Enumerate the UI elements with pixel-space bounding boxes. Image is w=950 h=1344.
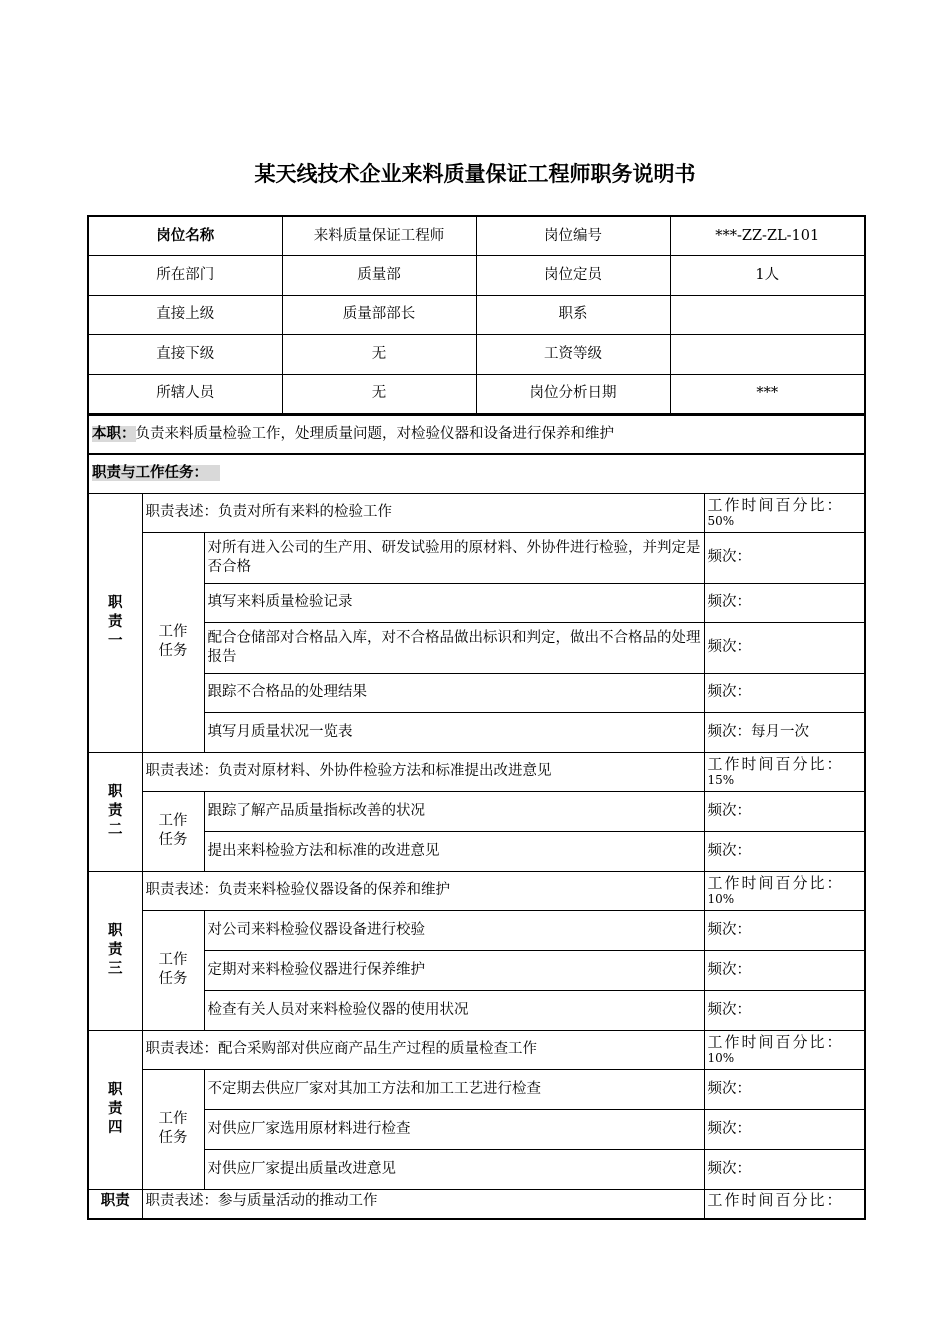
info-row xyxy=(88,374,865,414)
task-label-line: 工作 xyxy=(158,952,188,968)
duty-name-char: 责 xyxy=(108,942,123,958)
task-text: 对公司来料检验仪器设备进行校验 xyxy=(204,910,704,950)
task-row xyxy=(88,1149,865,1189)
task-label-line: 任务 xyxy=(158,971,188,987)
field-label: 工资等级 xyxy=(476,335,670,375)
duty-desc-row xyxy=(88,493,865,532)
task-label-line: 工作 xyxy=(158,624,188,640)
pct-value: 10% xyxy=(707,892,735,906)
task-row xyxy=(88,583,865,622)
task-label-line: 任务 xyxy=(158,643,188,659)
task-freq: 频次： xyxy=(704,583,865,622)
field-label: 岗位分析日期 xyxy=(476,374,670,414)
task-text: 定期对来料检验仪器进行保养维护 xyxy=(204,950,704,990)
info-row xyxy=(88,295,865,335)
task-row xyxy=(88,532,865,583)
task-text: 不定期去供应厂家对其加工方法和加工工艺进行检查 xyxy=(204,1069,704,1109)
duty-name-char: 职 xyxy=(108,1082,123,1098)
duty-pct-cell xyxy=(704,1030,865,1069)
duty-name-char: 三 xyxy=(108,961,123,977)
task-row xyxy=(88,712,865,752)
task-row xyxy=(88,791,865,831)
task-label-line: 任务 xyxy=(158,1130,188,1146)
document-title: 某天线技术企业来料质量保证工程师职务说明书 xyxy=(254,162,696,186)
field-value: 1人 xyxy=(670,256,865,296)
duty-desc: 职责表述：负责对原材料、外协件检验方法和标准提出改进意见 xyxy=(142,752,704,791)
job-description-form xyxy=(87,215,864,1220)
info-row xyxy=(88,335,865,375)
field-label: 岗位编号 xyxy=(476,216,670,256)
info-row xyxy=(88,256,865,296)
duty-name-char: 职 xyxy=(108,923,123,939)
task-text: 配合仓储部对合格品入库，对不合格品做出标识和判定，做出不合格品的处理报告 xyxy=(204,622,704,673)
duties-header-row xyxy=(88,454,865,493)
duty-name-char: 一 xyxy=(108,633,123,649)
pct-value: 15% xyxy=(707,773,735,787)
field-label: 岗位名称 xyxy=(88,216,282,256)
pct-label: 工作时间百分比： xyxy=(707,1190,844,1209)
task-row xyxy=(88,950,865,990)
field-label: 岗位定员 xyxy=(476,256,670,296)
duty-name xyxy=(88,871,142,1030)
task-text: 对所有进入公司的生产用、研发试验用的原材料、外协件进行检验，并判定是否合格 xyxy=(204,532,704,583)
duty-name xyxy=(88,493,142,752)
field-value: *** xyxy=(670,374,865,414)
duty-pct-cell xyxy=(704,752,865,791)
task-text: 跟踪了解产品质量指标改善的状况 xyxy=(204,791,704,831)
main-duty-text: 负责来料质量检验工作，处理质量问题，对检验仪器和设备进行保养和维护 xyxy=(135,425,614,442)
field-value: 来料质量保证工程师 xyxy=(282,216,476,256)
duty-desc: 职责表述：配合采购部对供应商产品生产过程的质量检查工作 xyxy=(142,1030,704,1069)
task-label xyxy=(142,532,204,752)
field-value xyxy=(670,335,865,375)
duty-pct-cell xyxy=(704,1189,865,1219)
duty-name-char: 责 xyxy=(108,803,123,819)
task-row xyxy=(88,673,865,712)
duty-desc-row xyxy=(88,1189,865,1219)
field-value xyxy=(670,295,865,335)
field-value: 质量部部长 xyxy=(282,295,476,335)
field-label: 直接下级 xyxy=(88,335,282,375)
duty-name-char: 责 xyxy=(108,614,123,630)
task-label xyxy=(142,791,204,871)
field-label: 所在部门 xyxy=(88,256,282,296)
task-freq: 频次： xyxy=(704,1149,865,1189)
task-row xyxy=(88,1109,865,1149)
duty-desc-row xyxy=(88,752,865,791)
task-freq: 频次： xyxy=(704,1109,865,1149)
task-label xyxy=(142,910,204,1030)
task-label-line: 工作 xyxy=(158,813,188,829)
basic-info-table xyxy=(87,215,866,415)
task-label-line: 工作 xyxy=(158,1111,188,1127)
task-text: 对供应厂家提出质量改进意见 xyxy=(204,1149,704,1189)
task-row xyxy=(88,990,865,1030)
duty-name xyxy=(88,752,142,871)
task-freq: 频次： xyxy=(704,673,865,712)
task-label-line: 任务 xyxy=(158,832,188,848)
duty-name-char: 职 xyxy=(108,595,123,611)
task-row xyxy=(88,831,865,871)
task-text: 跟踪不合格品的处理结果 xyxy=(204,673,704,712)
duty-name-char: 职 xyxy=(108,784,123,800)
duties-table xyxy=(87,415,866,1221)
duty-desc: 职责表述：负责对所有来料的检验工作 xyxy=(142,493,704,532)
field-value: ***-ZZ-ZL-101 xyxy=(670,216,865,256)
task-freq: 频次： xyxy=(704,910,865,950)
duty-desc: 职责表述：参与质量活动的推动工作 xyxy=(142,1189,704,1219)
task-freq: 频次：每月一次 xyxy=(704,712,865,752)
duty-name-char: 二 xyxy=(108,822,123,838)
task-text: 检查有关人员对来料检验仪器的使用状况 xyxy=(204,990,704,1030)
task-freq: 频次： xyxy=(704,950,865,990)
info-row xyxy=(88,216,865,256)
field-label: 直接上级 xyxy=(88,295,282,335)
field-value: 质量部 xyxy=(282,256,476,296)
task-row xyxy=(88,910,865,950)
task-freq: 频次： xyxy=(704,831,865,871)
task-row xyxy=(88,1069,865,1109)
pct-label: 工作时间百分比： xyxy=(707,874,844,892)
pct-label: 工作时间百分比： xyxy=(707,1033,844,1051)
duty-name-char: 四 xyxy=(108,1120,123,1136)
duty-name-char: 责 xyxy=(108,1101,123,1117)
duty-desc-row xyxy=(88,1030,865,1069)
duty-name: 职责 xyxy=(88,1189,142,1219)
field-label: 职系 xyxy=(476,295,670,335)
task-freq: 频次： xyxy=(704,532,865,583)
task-text: 对供应厂家选用原材料进行检查 xyxy=(204,1109,704,1149)
task-text: 填写月质量状况一览表 xyxy=(204,712,704,752)
field-value: 无 xyxy=(282,374,476,414)
task-text: 填写来料质量检验记录 xyxy=(204,583,704,622)
pct-value: 50% xyxy=(707,514,735,528)
task-text: 提出来料检验方法和标准的改进意见 xyxy=(204,831,704,871)
duty-pct-cell xyxy=(704,871,865,910)
task-freq: 频次： xyxy=(704,791,865,831)
field-value: 无 xyxy=(282,335,476,375)
duty-pct-cell xyxy=(704,493,865,532)
duties-header: 职责与工作任务： xyxy=(92,465,220,481)
task-label xyxy=(142,1069,204,1189)
pct-value: 10% xyxy=(707,1051,735,1065)
main-duty-label: 本职： xyxy=(92,425,136,442)
pct-label: 工作时间百分比： xyxy=(707,496,844,514)
duty-name xyxy=(88,1030,142,1189)
task-row xyxy=(88,622,865,673)
duty-desc-row xyxy=(88,871,865,910)
task-freq: 频次： xyxy=(704,990,865,1030)
main-duty-row xyxy=(88,415,865,454)
pct-label: 工作时间百分比： xyxy=(707,755,844,773)
task-freq: 频次： xyxy=(704,622,865,673)
field-label: 所辖人员 xyxy=(88,374,282,414)
task-freq: 频次： xyxy=(704,1069,865,1109)
duty-desc: 职责表述：负责来料检验仪器设备的保养和维护 xyxy=(142,871,704,910)
